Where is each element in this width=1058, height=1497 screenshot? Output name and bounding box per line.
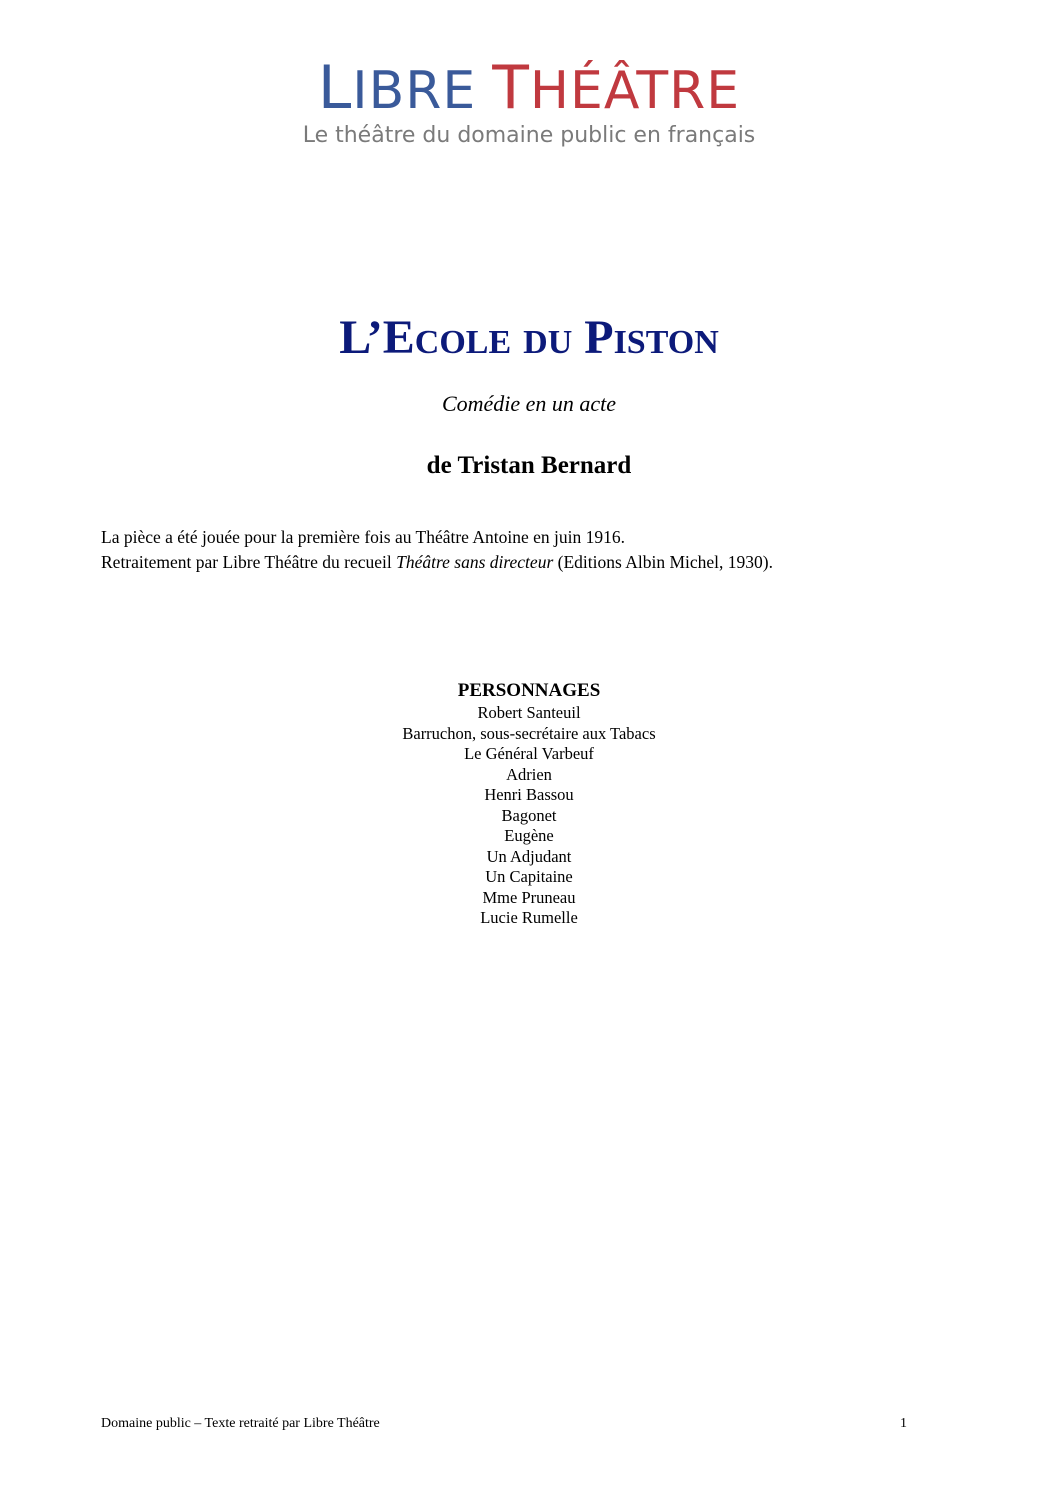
premiere-note: La pièce a été jouée pour la première fois au Théâtre Antoine en juin 1916. xyxy=(101,527,625,547)
play-subtitle: Comédie en un acte xyxy=(441,391,617,416)
cast-list xyxy=(0,703,1058,929)
character-item: Mme Pruneau xyxy=(482,887,576,907)
logo-word-libre: LIBRE xyxy=(317,53,477,123)
character-item: Robert Santeuil xyxy=(477,703,581,722)
character-item: Eugène xyxy=(504,826,554,845)
character-item: Adrien xyxy=(506,764,552,784)
character-item: Le Général Varbeuf xyxy=(464,744,594,763)
publication-notes xyxy=(101,525,773,575)
logo-word-theatre: THÉÂTRE xyxy=(492,53,741,123)
play-title: L’Ecole du Piston xyxy=(339,311,719,364)
footer-credit: Domaine public – Texte retraité par Libre Théâtre xyxy=(101,1416,380,1431)
play-author: de Tristan Bernard xyxy=(426,452,632,479)
character-item: Barruchon, sous-secrétaire aux Tabacs xyxy=(402,723,656,743)
character-item: Bagonet xyxy=(501,805,557,825)
character-item: Un Capitaine xyxy=(485,867,573,886)
cast-section xyxy=(0,679,1058,929)
logo-wordmark xyxy=(0,53,1058,123)
character-item: Un Adjudant xyxy=(486,846,572,866)
page-number: 1 xyxy=(900,1416,907,1431)
logo-tagline: Le théâtre du domaine public en français xyxy=(302,123,756,148)
source-book-title: Théâtre sans directeur xyxy=(396,552,554,572)
character-item: Henri Bassou xyxy=(484,785,574,804)
page-footer xyxy=(101,1414,907,1434)
cast-heading: PERSONNAGES xyxy=(457,680,601,701)
libre-theatre-logo xyxy=(0,53,1058,149)
edition-note: Retraitement par Libre Théâtre du recueil Théâtre sans directeur (Editions Albin Michel, 1930). xyxy=(101,552,773,572)
character-item: Lucie Rumelle xyxy=(480,908,578,927)
